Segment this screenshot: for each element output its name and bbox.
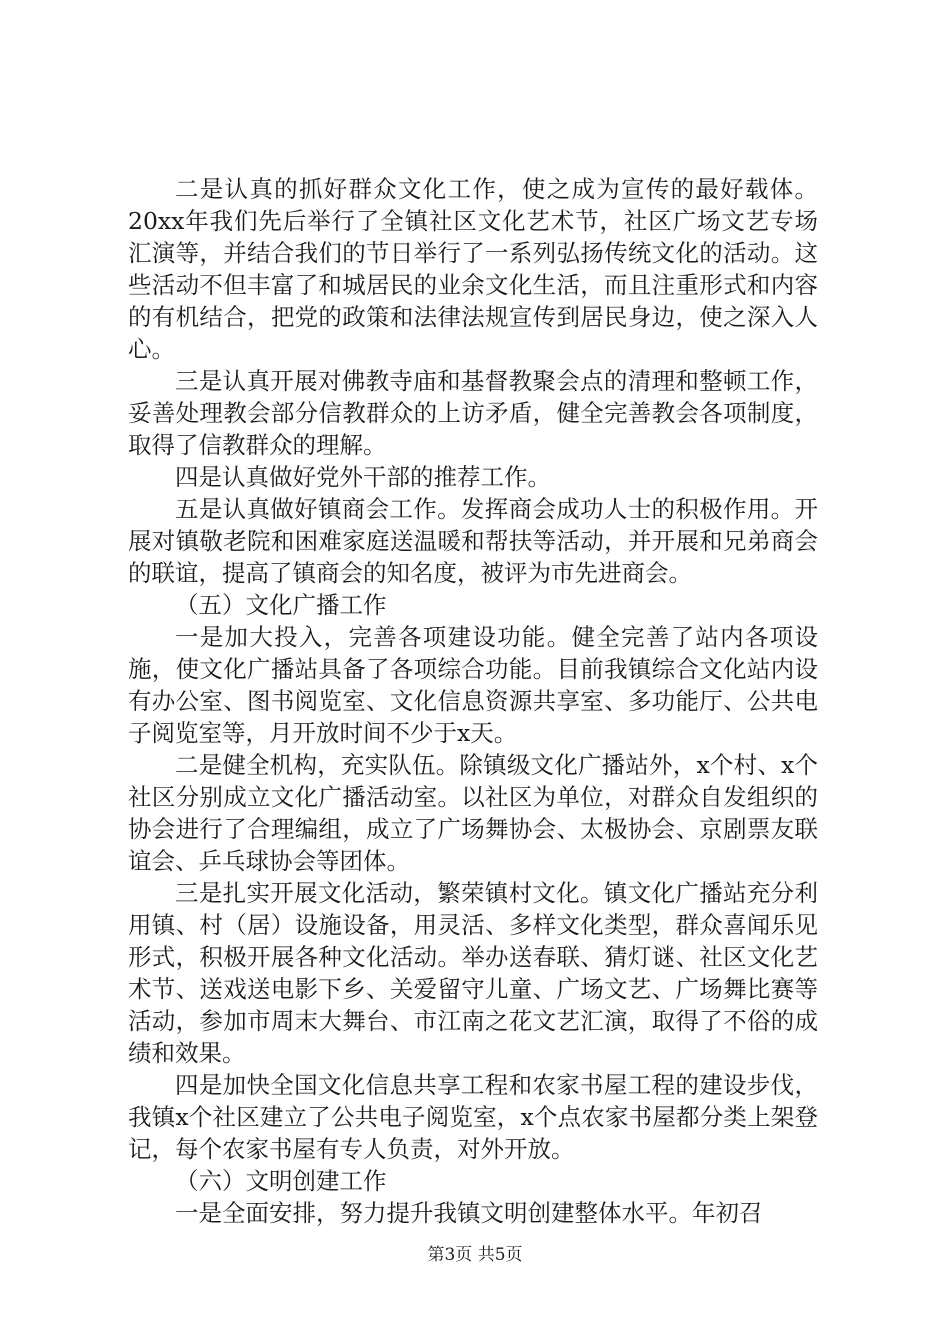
- paragraph: 五是认真做好镇商会工作。发挥商会成功人士的积极作用。开展对镇敬老院和困难家庭送温暖和帮扶等活动，并开展和兄弟商会的联谊，提高了镇商会的知名度，被评为市先进商会。: [128, 495, 818, 587]
- paragraph: 二是认真的抓好群众文化工作，使之成为宣传的最好载体。20xx年我们先后举行了全镇社区文化艺术节，社区广场文艺专场汇演等，并结合我们的节日举行了一系列弘扬传统文化的活动。这些活动不但丰富了和城居民的业余文化生活，而且注重形式和内容的有机结合，把党的政策和法律法规宣传到居民身边，使之深入人心。: [128, 175, 818, 363]
- paragraph: 三是扎实开展文化活动，繁荣镇村文化。镇文化广播站充分利用镇、村（居）设施设备，用灵活、多样文化类型，群众喜闻乐见形式，积极开展各种文化活动。举办送春联、猜灯谜、社区文化艺术节、送戏送电影下乡、关爱留守儿童、广场文艺、广场舞比赛等活动，参加市周末大舞台、市江南之花文艺汇演，取得了不俗的成绩和效果。: [128, 879, 818, 1067]
- paragraph: 一是加大投入，完善各项建设功能。健全完善了站内各项设施，使文化广播站具备了各项综合功能。目前我镇综合文化站内设有办公室、图书阅览室、文化信息资源共享室、多功能厅、公共电子阅览室等，月开放时间不少于x天。: [128, 623, 818, 747]
- paragraph: 四是认真做好党外干部的推荐工作。: [175, 463, 551, 491]
- paragraph: 三是认真开展对佛教寺庙和基督教聚会点的清理和整顿工作，妥善处理教会部分信教群众的上访矛盾，健全完善教会各项制度，取得了信教群众的理解。: [128, 367, 818, 459]
- page-number-footer: 第3页 共5页: [427, 1245, 523, 1265]
- section-heading: （五）文化广播工作: [175, 591, 387, 619]
- paragraph: 二是健全机构，充实队伍。除镇级文化广播站外，x个村、x个社区分别成立文化广播活动室。以社区为单位，对群众自发组织的协会进行了合理编组，成立了广场舞协会、太极协会、京剧票友联谊会、乒乓球协会等团体。: [128, 751, 818, 875]
- paragraph: 一是全面安排，努力提升我镇文明创建整体水平。年初召: [175, 1199, 763, 1227]
- document-body: [128, 173, 818, 1229]
- section-heading: （六）文明创建工作: [175, 1167, 387, 1195]
- paragraph: 四是加快全国文化信息共享工程和农家书屋工程的建设步伐，我镇x个社区建立了公共电子阅览室，x个点农家书屋都分类上架登记，每个农家书屋有专人负责，对外开放。: [128, 1071, 818, 1163]
